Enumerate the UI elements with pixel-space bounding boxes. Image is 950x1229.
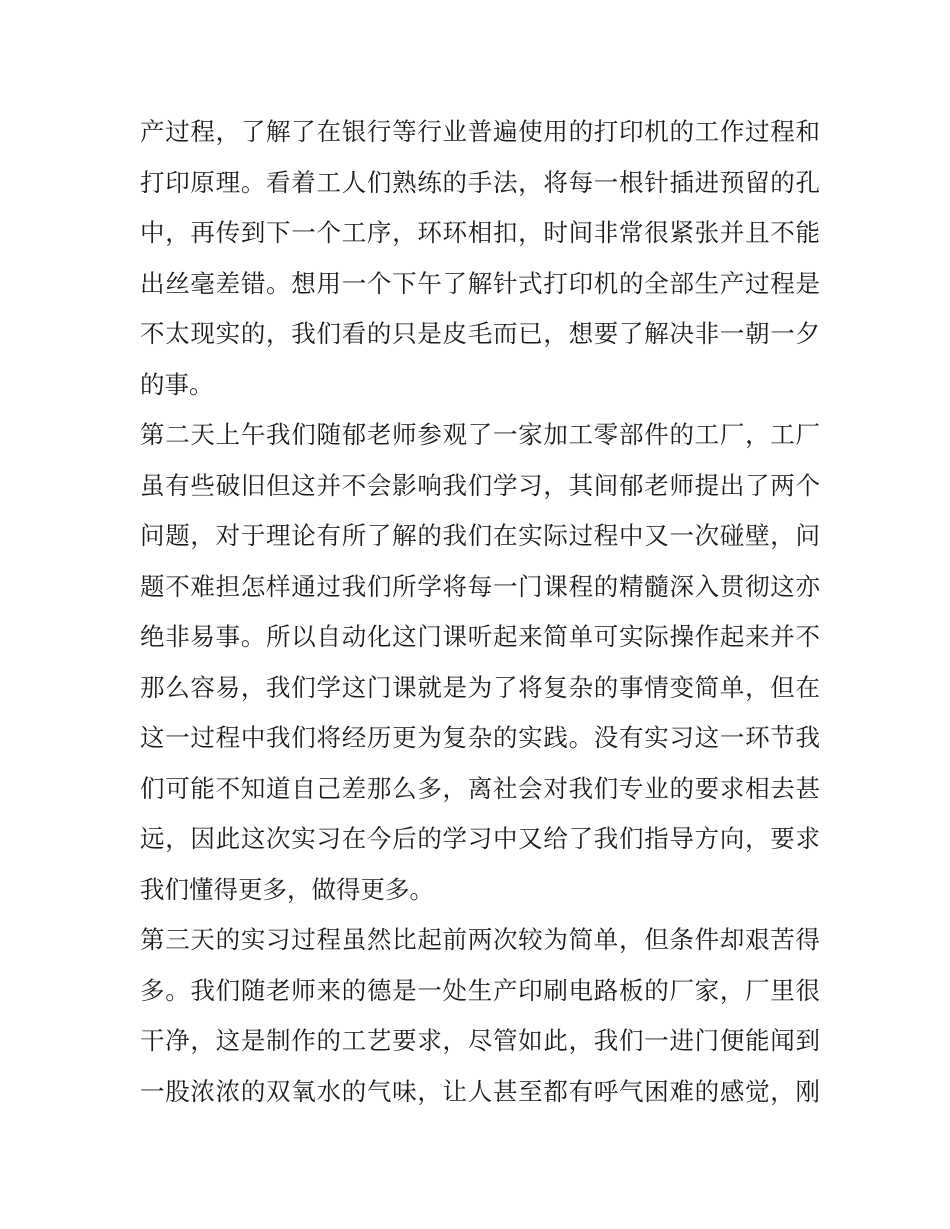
paragraph-2-line-10: 我们懂得更多，做得更多。: [140, 874, 434, 904]
paragraph-1-line-3: 中，再传到下一个工序，环环相扣，时间非常很紧张并且不能: [140, 218, 820, 247]
paragraph-2-line-3: 问题，对于理论有所了解的我们在实际过程中又一次碰壁，问: [140, 521, 820, 550]
paragraph-3-line-4: 一股浓浓的双氧水的气味，让人甚至都有呼气困难的感觉，刚: [140, 1076, 820, 1106]
paragraph-1-line-5: 不太现实的，我们看的只是皮毛而已，想要了解决非一朝一夕: [140, 319, 820, 348]
paragraph-2-line-5: 绝非易事。所以自动化这门课听起来简单可实际操作起来并不: [140, 622, 820, 651]
paragraph-1-line-4: 出丝毫差错。想用一个下午了解针式打印机的全部生产过程是: [140, 268, 820, 298]
paragraph-3-line-1: 第三天的实习过程虽然比起前两次较为简单，但条件却艰苦得: [140, 925, 820, 954]
body-text: [140, 107, 820, 1117]
paragraph-2-line-8: 们可能不知道自己差那么多，离社会对我们专业的要求相去甚: [140, 773, 820, 803]
paragraph-2-line-1: 第二天上午我们随郁老师参观了一家加工零部件的工厂，工厂: [140, 420, 820, 449]
paragraph-2-line-6: 那么容易，我们学这门课就是为了将复杂的事情变简单，但在: [140, 672, 820, 702]
paragraph-1-line-1: 产过程，了解了在银行等行业普遍使用的打印机的工作过程和: [140, 117, 820, 146]
paragraph-2-line-7: 这一过程中我们将经历更为复杂的实践。没有实习这一环节我: [140, 723, 820, 752]
paragraph-1-line-6: 的事。: [140, 369, 214, 399]
paragraph-2-line-9: 远，因此这次实习在今后的学习中又给了我们指导方向，要求: [140, 824, 820, 853]
paragraph-3-line-2: 多。我们随老师来的德是一处生产印刷电路板的厂家，厂里很: [140, 975, 820, 1005]
paragraph-2-line-4: 题不难担怎样通过我们所学将每一门课程的精髓深入贯彻这亦: [140, 571, 820, 601]
paragraph-1-line-2: 打印原理。看着工人们熟练的手法，将每一根针插进预留的孔: [140, 167, 820, 197]
paragraph-2-line-2: 虽有些破旧但这并不会影响我们学习，其间郁老师提出了两个: [140, 470, 820, 500]
paragraph-3-line-3: 干净，这是制作的工艺要求，尽管如此，我们一进门便能闻到: [140, 1026, 820, 1055]
